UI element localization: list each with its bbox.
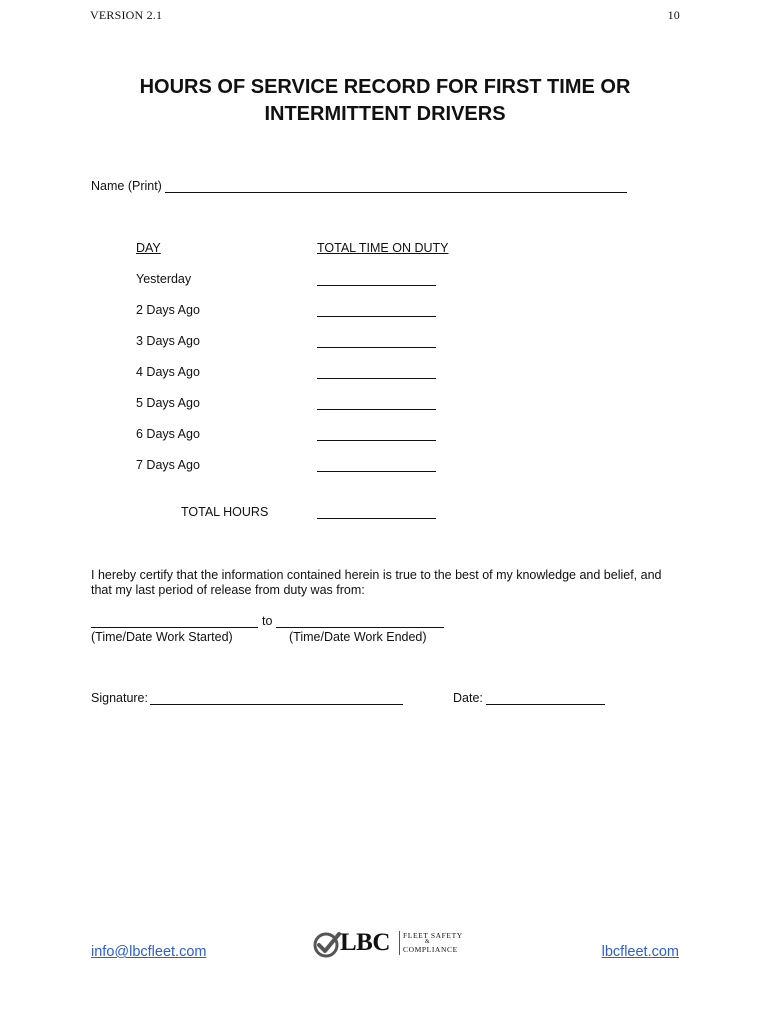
day-row-duty-line[interactable]: [317, 471, 436, 472]
day-row-label: 3 Days Ago: [136, 334, 200, 348]
page-number: 10: [667, 8, 680, 22]
total-hours-label: TOTAL HOURS: [181, 505, 269, 519]
signature-label: Signature:: [91, 691, 148, 705]
lbc-logo: [313, 928, 463, 960]
end-time-line[interactable]: [276, 627, 444, 628]
to-label: to: [262, 614, 273, 628]
start-time-caption: (Time/Date Work Started): [91, 630, 233, 644]
date-line[interactable]: [486, 704, 605, 705]
certify-text-line-1: I hereby certify that the information contained herein is true to the best of my knowledge and belief, and: [91, 568, 662, 582]
time-column-header: TOTAL TIME ON DUTY: [317, 241, 449, 255]
day-row-label: 5 Days Ago: [136, 396, 200, 410]
day-row-duty-line[interactable]: [317, 378, 436, 379]
logo-divider: [399, 931, 400, 955]
checkmark-logo-icon: [313, 930, 341, 958]
website-link[interactable]: lbcfleet.com: [601, 944, 679, 960]
end-time-caption: (Time/Date Work Ended): [289, 630, 427, 644]
logo-tagline-line-1: FLEET SAFETY: [403, 931, 463, 940]
day-row-label: Yesterday: [136, 272, 192, 286]
version-label: VERSION 2.1: [90, 8, 163, 22]
title-line-2: INTERMITTENT DRIVERS: [264, 103, 506, 125]
day-row-label: 7 Days Ago: [136, 458, 200, 472]
logo-tagline-line-2: COMPLIANCE: [403, 945, 458, 954]
title-line-1: HOURS OF SERVICE RECORD FOR FIRST TIME OR: [139, 76, 631, 98]
email-link[interactable]: info@lbcfleet.com: [91, 944, 207, 960]
signature-line[interactable]: [150, 704, 403, 705]
day-column-header: DAY: [136, 241, 161, 255]
day-row-label: 2 Days Ago: [136, 303, 200, 317]
day-row-duty-line[interactable]: [317, 347, 436, 348]
day-row-duty-line[interactable]: [317, 316, 436, 317]
start-time-line[interactable]: [91, 627, 258, 628]
day-row-duty-line[interactable]: [317, 285, 436, 286]
name-input-line[interactable]: [165, 192, 627, 193]
logo-tagline: [403, 931, 463, 954]
logo-letters: LBC: [340, 929, 390, 956]
certify-text-line-2: that my last period of release from duty was from:: [91, 583, 365, 597]
total-hours-line[interactable]: [317, 518, 436, 519]
page-title: [85, 74, 685, 128]
name-label: Name (Print): [91, 179, 162, 193]
date-label: Date:: [453, 691, 483, 705]
day-row-label: 4 Days Ago: [136, 365, 200, 379]
day-row-label: 6 Days Ago: [136, 427, 200, 441]
logo-tagline-amp: &: [425, 939, 431, 945]
day-row-duty-line[interactable]: [317, 409, 436, 410]
day-row-duty-line[interactable]: [317, 440, 436, 441]
